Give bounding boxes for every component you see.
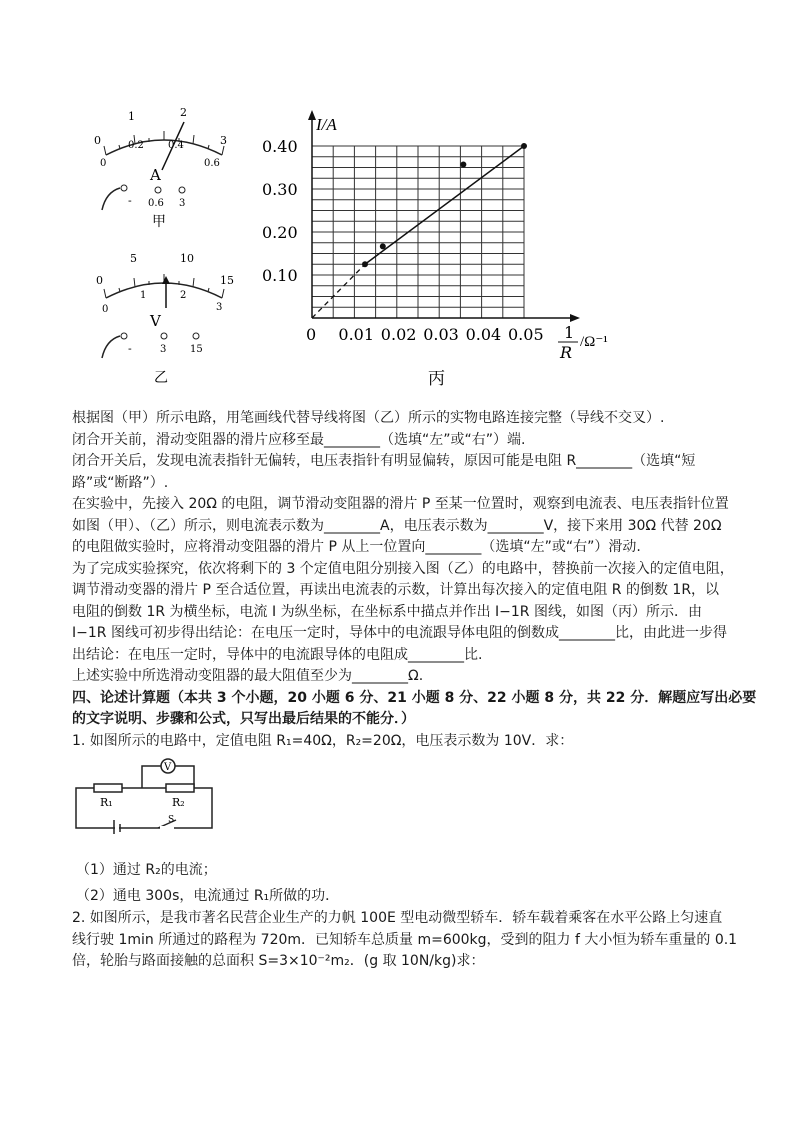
graph-tick-labels (262, 137, 544, 344)
ammeter-top-3: 3 (220, 134, 227, 147)
x-axis-fraction-numerator: 1 (564, 323, 575, 342)
ammeter-terminal-0.6: 0.6 (148, 198, 164, 209)
x-axis-arrow (570, 314, 580, 322)
data-point (362, 261, 368, 267)
ammeter-bottom-1: 0.2 (128, 140, 144, 151)
current-vs-reciprocal-resistance-graph (250, 100, 630, 395)
experiment-questions (72, 408, 757, 752)
question-line: 调节滑动变器的滑片 P 至合适位置，再读出电流表的示数，计算出每次接入的定值电阻 R 的倒数 1R，以 (72, 582, 720, 598)
graph-caption: 丙 (428, 369, 445, 389)
voltmeter-bottom-1: 1 (140, 290, 147, 301)
question-line: 上述实验中所选滑动变阻器的最大阻值至少为________Ω. (72, 668, 424, 684)
question-2 (72, 908, 738, 973)
graph-data (312, 143, 527, 318)
question-line: 为了完成实验探究，依次将剩下的 3 个定值电阻分别接入图（乙）的电路中，替换前一次接入的定值电阻， (72, 560, 734, 577)
x-tick-label: 0.01 (338, 325, 375, 344)
ammeter-scale-arc (106, 140, 222, 155)
ammeter-top-1: 1 (128, 110, 135, 123)
x-tick-label: 0 (306, 325, 317, 344)
x-axis-fraction-denominator: R (560, 343, 573, 362)
y-axis-label: I/A (316, 115, 337, 134)
y-tick-label: 0.10 (262, 266, 298, 285)
x-axis-unit: /Ω⁻¹ (580, 334, 608, 350)
ammeter-figure (84, 100, 244, 230)
voltmeter-bottom-2: 2 (180, 290, 187, 301)
question-line: 电阻的倒数 1R 为横坐标，电流 I 为纵坐标，在坐标系中描点并作出 I−1R 图线，如图（丙）所示．由 (72, 603, 702, 620)
ammeter-symbol: A (150, 166, 161, 184)
question-line: 在实验中，先接入 20Ω 的电阻，调节滑动变阻器的滑片 P 至某一位置时，观察到电流表、电压表指针位置 (72, 496, 729, 512)
data-point (460, 161, 466, 167)
voltmeter-bottom-3: 3 (216, 302, 223, 313)
section-heading: 四、论述计算题（本共 3 个小题，20 小题 6 分、21 小题 8 分、22 小题 8 分，共 22 分．解题应写出必要 (72, 689, 757, 706)
x-tick-label: 0.02 (380, 325, 417, 344)
circuit-label-s: S (168, 815, 175, 825)
voltmeter-symbol: V (150, 312, 161, 330)
y-tick-label: 0.30 (262, 180, 298, 199)
question-line: I−1R 图线可初步得出结论：在电压一定时，导体中的电流跟导体电阻的倒数成________比，由此进一步得 (72, 625, 727, 641)
question-line: 闭合开关前，滑动变阻器的滑片应移至最________（选填“左”或“右”）端. (72, 431, 526, 448)
voltmeter-terminal-3: 3 (160, 344, 167, 355)
ammeter-bottom-2: 0.4 (168, 140, 184, 151)
voltmeter-terminal-minus: - (128, 342, 132, 355)
voltmeter-top-1: 5 (130, 252, 137, 265)
circuit-label-r2: R₂ (172, 796, 185, 809)
ammeter-bottom-0: 0 (100, 158, 107, 169)
question-2-line: 2. 如图所示，是我市著名民营企业生产的力帆 100E 型电动微型轿车．轿车载着乘客在水平公路上匀速直 (72, 910, 723, 926)
voltmeter-scale-arc (106, 283, 222, 298)
ammeter-top-2: 2 (180, 106, 187, 119)
voltmeter-terminal-wire (102, 336, 120, 358)
circuit-outer-loop (76, 788, 212, 828)
ammeter-caption: 甲 (152, 214, 166, 230)
question-line: 出结论：在电压一定时，导体中的电流跟导体的电阻成________比. (72, 646, 483, 663)
data-point (380, 243, 386, 249)
voltmeter-top-0: 0 (96, 274, 103, 287)
resistor-r2 (166, 784, 194, 792)
ammeter-bottom-3: 0.6 (204, 158, 220, 169)
circuit-label-v: V (164, 762, 172, 773)
x-tick-label: 0.04 (465, 325, 502, 344)
ammeter-terminal-3: 3 (179, 198, 186, 209)
voltmeter-top-2: 10 (180, 252, 194, 265)
circuit-label-r1: R₁ (100, 796, 113, 809)
question-line: 闭合开关后，发现电流表指针无偏转，电压表指针有明显偏转，原因可能是电阻 R________（选填“短 (72, 453, 696, 469)
question-1-stem: 1. 如图所示的电路中，定值电阻 R₁=40Ω，R₂=20Ω，电压表示数为 10V．求： (72, 732, 574, 749)
question-1-part: （2）通电 300s，电流通过 R₁所做的功． (76, 887, 340, 904)
voltmeter-top-3: 15 (220, 274, 234, 287)
question-1-part: （1）通过 R₂的电流； (76, 862, 217, 878)
voltmeter-bottom-0: 0 (102, 304, 109, 315)
section-heading: 的文字说明、步骤和公式，只写出最后结果的不能分．） (72, 711, 415, 727)
voltmeter-terminal-15: 15 (190, 344, 203, 355)
ammeter-top-0: 0 (94, 134, 101, 147)
x-tick-label: 0.05 (508, 325, 544, 344)
y-axis-arrow (308, 110, 316, 120)
data-point (521, 143, 527, 149)
voltmeter-figure (84, 250, 244, 390)
question-2-line: 倍，轮胎与路面接触的总面积 S=3×10⁻²m₂．(g 取 10N/kg)求： (72, 953, 485, 969)
question-line: 如图（甲）、（乙）所示，则电流表示数为________A，电压表示数为________V，接下来用 30Ω 代替 20Ω (72, 517, 722, 534)
series-line (365, 146, 524, 264)
voltmeter-caption: 乙 (154, 370, 168, 386)
ammeter-terminal-wire (102, 188, 120, 210)
x-tick-label: 0.03 (423, 325, 459, 344)
ammeter-terminal-minus: - (128, 194, 132, 207)
question-line: 根据图（甲）所示电路，用笔画线代替导线将图（乙）所示的实物电路连接完整（导线不交叉）. (72, 410, 665, 426)
circuit-diagram (72, 758, 222, 834)
resistor-r1 (94, 784, 122, 792)
graph-grid (312, 146, 524, 318)
question-line: 的电阻做实验时，应将滑动变阻器的滑片 P 从上一位置向________（选填“左”或“右”）滑动. (72, 539, 641, 555)
question-line: 路”或“断路”）. (72, 474, 169, 491)
y-tick-label: 0.20 (262, 223, 298, 242)
question-2-line: 线行驶 1min 所通过的路程为 720m．已知轿车总质量 m=600kg，受到的阻力 f 大小恒为轿车重量的 0.1 (72, 931, 738, 948)
graph-axes (308, 110, 580, 322)
question-1-parts (76, 860, 736, 907)
y-tick-label: 0.40 (262, 137, 298, 156)
series-extrapolation (312, 264, 365, 318)
